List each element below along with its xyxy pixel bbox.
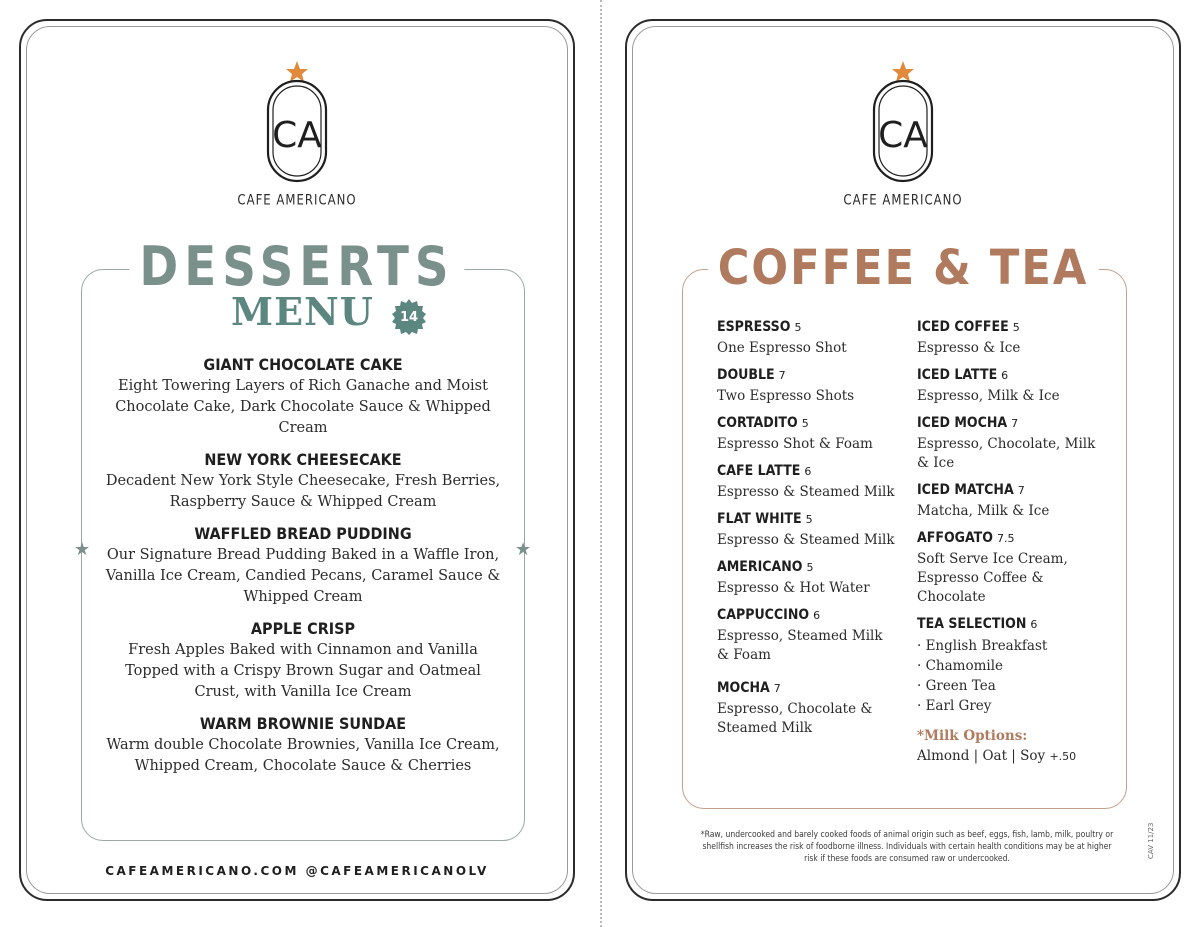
item-name: ICED MOCHA xyxy=(917,415,1008,431)
monogram-icon xyxy=(868,59,938,189)
dessert-name: NEW YORK CHEESECAKE xyxy=(204,450,402,469)
item-name: ICED COFFEE xyxy=(917,319,1009,335)
item-price: 7.5 xyxy=(996,532,1015,545)
dessert-desc: Eight Towering Layers of Rich Ganache and Moist Chocolate Cake, Dark Chocolate Sauce & Whipped Cream xyxy=(115,378,491,436)
price-badge-value: 14 xyxy=(399,309,419,325)
item-price: 5 xyxy=(806,561,814,574)
list-item xyxy=(917,527,1107,607)
item-price: 5 xyxy=(805,513,813,526)
dessert-desc: Warm double Chocolate Brownies, Vanilla Ice Cream, Whipped Cream, Chocolate Sauce & Cherries xyxy=(106,737,500,774)
desserts-list xyxy=(101,354,505,787)
price-badge xyxy=(391,299,427,335)
item-price: 7 xyxy=(773,682,781,695)
list-item xyxy=(101,354,505,439)
item-desc: Espresso & Steamed Milk xyxy=(717,484,895,500)
dessert-name: WARM BROWNIE SUNDAE xyxy=(199,714,407,733)
list-item xyxy=(917,479,1107,521)
dessert-name: APPLE CRISP xyxy=(250,619,356,638)
item-name: ICED LATTE xyxy=(917,367,998,383)
item-name: ESPRESSO xyxy=(717,319,791,335)
item-price: 6 xyxy=(1030,618,1038,631)
dessert-name: GIANT CHOCOLATE CAKE xyxy=(203,355,403,374)
milk-options-label: *Milk Options: xyxy=(917,728,1028,744)
item-name: TEA SELECTION xyxy=(917,616,1027,632)
item-name: CAPPUCCINO xyxy=(717,607,810,623)
item-name: DOUBLE xyxy=(717,367,775,383)
item-desc: Two Espresso Shots xyxy=(717,388,855,404)
item-name: FLAT WHITE xyxy=(717,511,802,527)
list-item xyxy=(101,713,505,777)
coffee-title: COFFEE & TEA xyxy=(708,240,1099,296)
list-item xyxy=(101,618,505,703)
list-item xyxy=(717,508,897,550)
tea-option: · Earl Grey xyxy=(917,698,992,714)
item-desc: Espresso, Chocolate & Steamed Milk xyxy=(717,701,873,736)
item-price: 6 xyxy=(813,609,821,622)
item-price: 5 xyxy=(801,417,809,430)
cafe-logo xyxy=(227,59,367,209)
svg-text:CA: CA xyxy=(272,115,322,156)
item-desc: Espresso, Chocolate, Milk & Ice xyxy=(917,436,1096,471)
item-price: 7 xyxy=(1011,417,1019,430)
list-item xyxy=(101,523,505,608)
item-price: 7 xyxy=(778,369,786,382)
item-desc: Espresso & Steamed Milk xyxy=(717,532,895,548)
page-divider xyxy=(600,0,602,927)
cafe-logo xyxy=(833,59,973,209)
star-right-icon: ★ xyxy=(515,539,532,560)
list-item xyxy=(717,316,897,358)
coffee-column-left xyxy=(717,316,897,744)
coffee-column-right xyxy=(917,316,1107,767)
menu-subtitle: MENU xyxy=(231,289,374,334)
milk-options-list: Almond | Oat | Soy xyxy=(917,748,1046,764)
item-desc: Espresso & Hot Water xyxy=(717,580,870,596)
milk-upcharge: +.50 xyxy=(1049,750,1077,763)
footer-links: CAFEAMERICANO.COM @CAFEAMERICANOLV xyxy=(105,864,489,878)
dessert-desc: Our Signature Bread Pudding Baked in a Waffle Iron, Vanilla Ice Cream, Candied Pecans, Caramel Sauce & Whipped Cream xyxy=(105,547,501,605)
list-item xyxy=(717,412,897,454)
star-left-icon: ★ xyxy=(74,539,91,560)
item-desc: Espresso Shot & Foam xyxy=(717,436,873,452)
item-name: MOCHA xyxy=(717,680,770,696)
desserts-title: DESSERTS xyxy=(129,236,464,299)
tea-selection xyxy=(917,613,1107,716)
list-item xyxy=(717,677,897,738)
food-safety-disclaimer: *Raw, undercooked and barely cooked foods of animal origin such as beef, eggs, fish, lamb, milk, poultry or shellfish increases the risk of foodborne illness. Individuals with certain health conditions may be at higher risk if these foods are consumed raw or undercooked. xyxy=(700,830,1114,864)
tea-option: · Green Tea xyxy=(917,678,996,694)
list-item xyxy=(717,460,897,502)
dessert-desc: Decadent New York Style Cheesecake, Fresh Berries, Raspberry Sauce & Whipped Cream xyxy=(105,473,501,510)
item-desc: One Espresso Shot xyxy=(717,340,847,356)
item-name: CAFE LATTE xyxy=(717,463,801,479)
item-name: CORTADITO xyxy=(717,415,798,431)
item-price: 5 xyxy=(1012,321,1020,334)
brand-name: CAFE AMERICANO xyxy=(237,192,357,209)
item-name: AMERICANO xyxy=(717,559,803,575)
tea-option: · Chamomile xyxy=(917,658,1004,674)
monogram-icon xyxy=(262,59,332,189)
item-price: 5 xyxy=(794,321,802,334)
coffee-menu-card xyxy=(625,19,1181,901)
item-desc: Espresso & Ice xyxy=(917,340,1021,356)
desserts-menu-card xyxy=(19,19,575,901)
dessert-name: WAFFLED BREAD PUDDING xyxy=(194,524,412,543)
item-desc: Matcha, Milk & Ice xyxy=(917,503,1050,519)
svg-text:CA: CA xyxy=(878,115,928,156)
list-item xyxy=(717,364,897,406)
menu-code: CAV 11/23 xyxy=(1147,822,1155,859)
brand-name: CAFE AMERICANO xyxy=(843,192,963,209)
item-desc: Espresso, Steamed Milk & Foam xyxy=(717,628,883,663)
item-name: ICED MATCHA xyxy=(917,482,1014,498)
item-price: 7 xyxy=(1017,484,1025,497)
list-item xyxy=(917,412,1107,473)
dessert-desc: Fresh Apples Baked with Cinnamon and Vanilla Topped with a Crispy Brown Sugar and Oatmeal Crust, with Vanilla Ice Cream xyxy=(125,642,481,700)
milk-options-values xyxy=(917,746,1107,767)
list-item xyxy=(101,449,505,513)
tea-option: · English Breakfast xyxy=(917,638,1048,654)
item-price: 6 xyxy=(804,465,812,478)
item-desc: Espresso, Milk & Ice xyxy=(917,388,1060,404)
item-desc: Soft Serve Ice Cream, Espresso Coffee & Chocolate xyxy=(917,551,1068,605)
list-item xyxy=(717,604,897,665)
list-item xyxy=(917,316,1107,358)
item-price: 6 xyxy=(1001,369,1009,382)
list-item xyxy=(717,556,897,598)
list-item xyxy=(917,364,1107,406)
item-name: AFFOGATO xyxy=(917,530,993,546)
